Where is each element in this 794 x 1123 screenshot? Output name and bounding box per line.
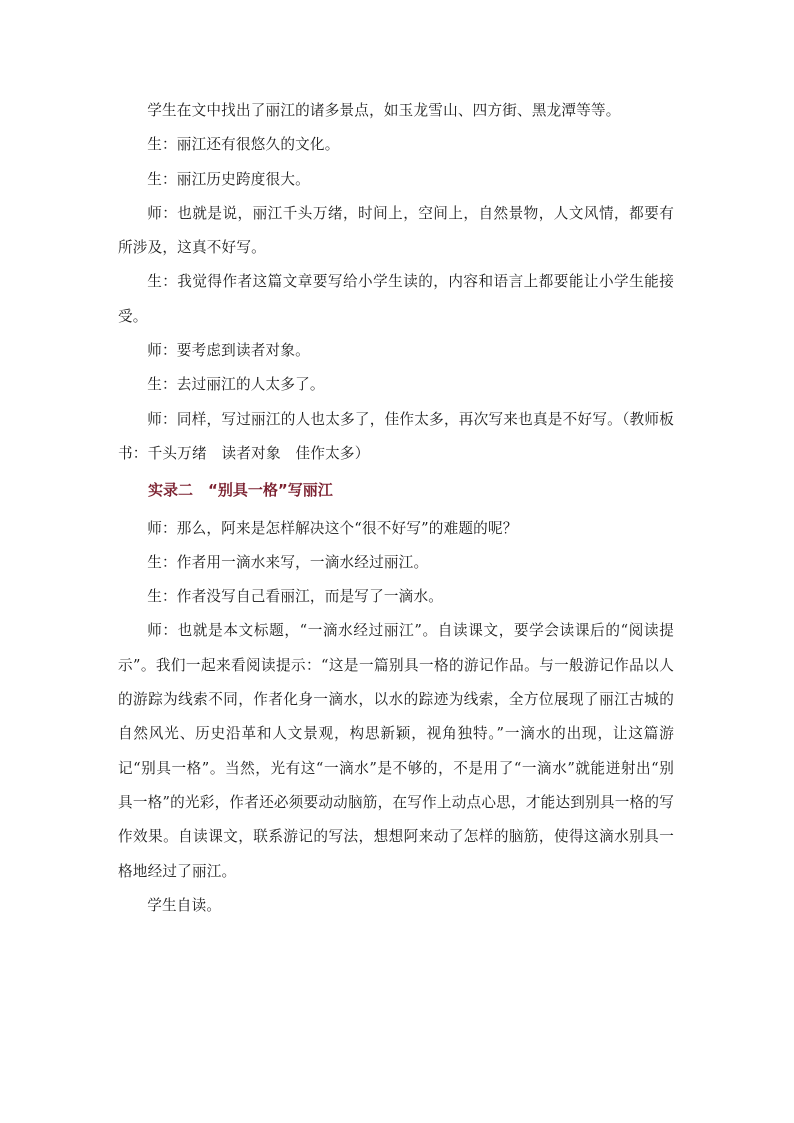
paragraph: 学生自读。: [147, 896, 222, 914]
paragraph: 师：也就是说，丽江千头万绪，时间上，空间上，自然景物，人文风情，都要有所涉及，这真不好写。: [118, 204, 674, 257]
paragraph: 师：也就是本文标题，“一滴水经过丽江”。自读课文，要学会读课后的“阅读提示”。我们一起来看阅读提示：“这是一篇别具一格的游记作品。与一般游记作品以人的游踪为线索不同，作者化身一滴水，以水的踪迹为线索，全方位展现了丽江古城的自然风光、历史沿革和人文景观，构思新颖，视角独特。”一滴水的出现，让这篇游记“别具一格”。当然，光有这“一滴水”是不够的，不是用了“一滴水”就能迸射出“别具一格”的光彩，作者还必须要动动脑筋，在写作上动点心思，才能达到别具一格的写作效果。自读课文，联系游记的写法，想想阿来动了怎样的脑筋，使得这滴水别具一格地经过了丽江。: [118, 622, 674, 880]
paragraph: 师：那么，阿来是怎样解决这个“很不好写”的难题的呢？: [147, 519, 518, 537]
paragraph: 生：丽江还有很悠久的文化。: [147, 136, 340, 154]
paragraph: 生：作者用一滴水来写，一滴水经过丽江。: [147, 553, 429, 571]
paragraph: 生：作者没写自己看丽江，而是写了一滴水。: [147, 588, 444, 606]
paragraph: 师：要考虑到读者对象。: [147, 342, 310, 360]
paragraph: 师：同样，写过丽江的人也太多了，佳作太多，再次写来也真是不好写。（教师板书：千头万绪 读者对象 佳作太多）: [118, 410, 674, 462]
paragraph: 生：丽江历史跨度很大。: [147, 170, 310, 188]
document-body: [118, 94, 674, 923]
paragraph: 学生在文中找出了丽江的诸多景点，如玉龙雪山、四方街、黑龙潭等等。: [147, 102, 621, 119]
section-heading: 实录二 “别具一格”写丽江: [148, 481, 333, 500]
paragraph: 生：我觉得作者这篇文章要写给小学生读的，内容和语言上都要能让小学生能接受。: [118, 273, 674, 325]
paragraph: 生：去过丽江的人太多了。: [147, 376, 325, 394]
